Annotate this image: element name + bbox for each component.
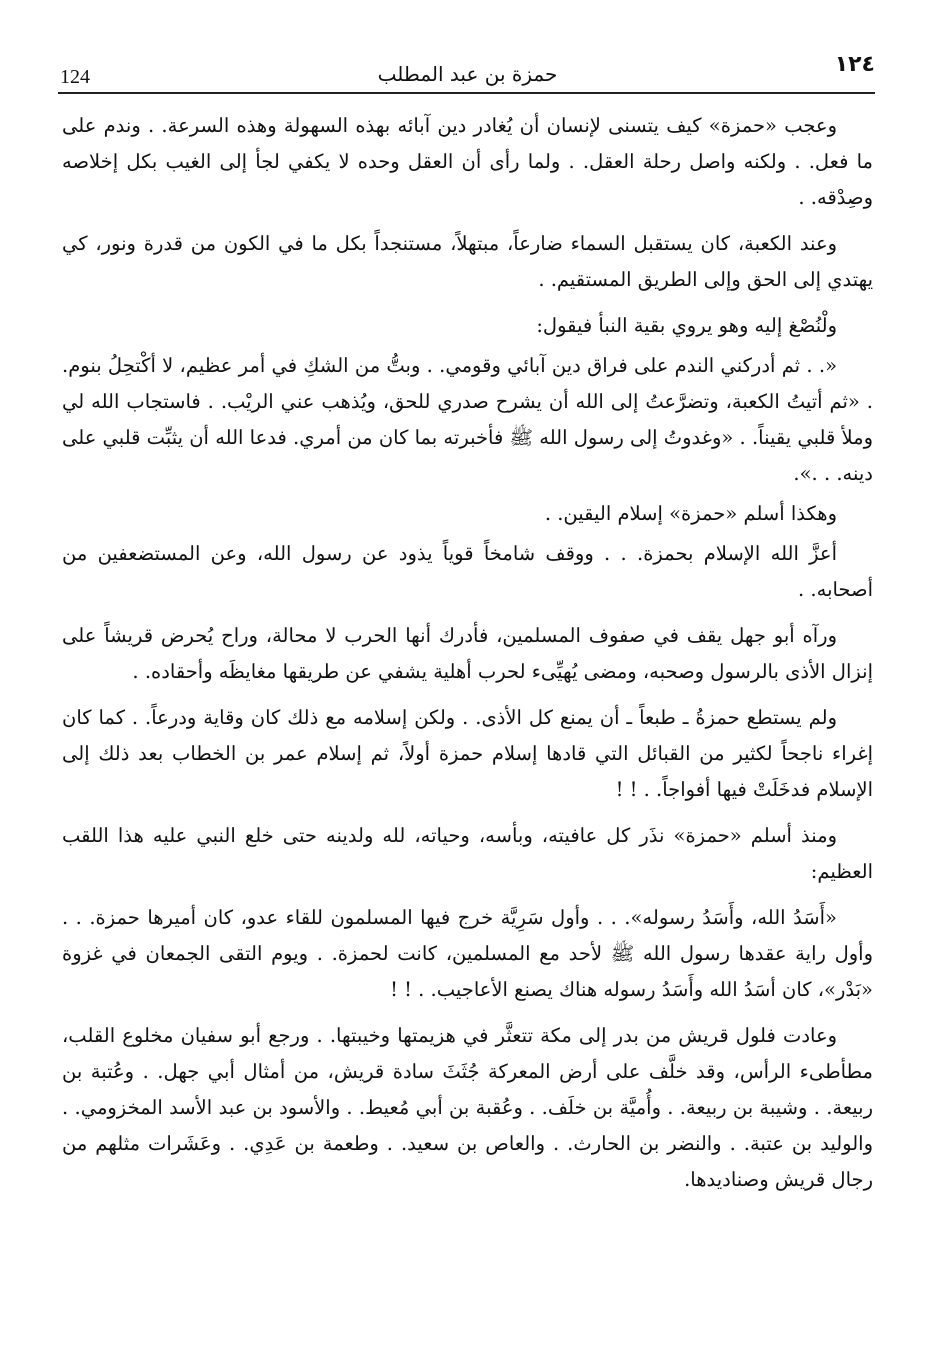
quoted-paragraph: «. . ثم أدركني الندم على فراق دين آبائي وقومي. . وبتُّ من الشكِ في أمر عظيم، لا أكْتحِلُ بنوم. . «ثم أتيتُ الكعبة، وتضرَّعتُ إلى الله أن يشرح صدري للحق، ويُذهب عني الريْب. . فاستجاب الله لي وملأ قلبي يقيناً. . «وغدوتُ إلى رسول الله ﷺ فأخبرته بما كان من أمري. فدعا الله أن يثبِّت قلبي على دينه. . .». (62, 354, 873, 485)
page-header (60, 48, 875, 90)
running-title: حمزة بن عبد المطلب (377, 62, 558, 86)
paragraph: أعزَّ الله الإسلام بحمزة. . . ووقف شامخاً قوياً يذود عن رسول الله، وعن المستضعفين من أصحابه. . (62, 542, 873, 601)
page-body (62, 108, 873, 1314)
header-rule (58, 92, 875, 94)
page-number-arabic: ١٢٤ (834, 52, 875, 77)
paragraph: ومنذ أسلم «حمزة» نذَر كل عافيته، وبأسه، وحياته، لله ولدينه حتى خلع النبي عليه هذا اللقب العظيم: (62, 824, 873, 883)
paragraph: وهكذا أسلم «حمزة» إسلام اليقين. . (544, 502, 837, 525)
page-number-latin: 124 (60, 66, 90, 88)
paragraph: «أَسَدُ الله، وأَسَدُ رسوله». . . وأول سَرِيَّة خرج فيها المسلمون للقاء عدو، كان أميرها حمزة. . . وأول راية عقدها رسول الله ﷺ لأحد مع المسلمين، كانت لحمزة. . ويوم التقى الجمعان في غزوة «بَدْر»، كان أسَدُ الله وأَسَدُ رسوله هناك يصنع الأعاجيب. . ! ! (62, 906, 873, 1001)
paragraph: ولْنُصْغ إليه وهو يروي بقية النبأ فيقول: (536, 314, 837, 337)
paragraph: ورآه أبو جهل يقف في صفوف المسلمين، فأدرك أنها الحرب لا محالة، وراح يُحرض قريشاً على إنزال الأذى بالرسول وصحبه، ومضى يُهيِّىء لحرب أهلية يشفي عن طريقها مغايظَه وأحقاده. . (62, 624, 873, 683)
paragraph: ولم يستطع حمزةُ ـ طبعاً ـ أن يمنع كل الأذى. . ولكن إسلامه مع ذلك كان وقاية ودرعاً. . كما كان إغراء ناجحاً لكثير من القبائل التي قادها إسلام حمزة أولاً، ثم إسلام عمر بن الخطاب بعد ذلك إلى الإسلام فدخَلَتْ فيها أفواجاً. . ! ! (62, 706, 873, 801)
paragraph: وعند الكعبة، كان يستقبل السماء ضارعاً، مبتهلاً، مستنجداً بكل ما في الكون من قدرة ونور، كي يهتدي إلى الحق وإلى الطريق المستقيم. . (62, 232, 873, 291)
paragraph: وعجب «حمزة» كيف يتسنى لإنسان أن يُغادر دين آبائه بهذه السهولة وهذه السرعة. . وندم على ما فعل. . ولكنه واصل رحلة العقل. . ولما رأى أن العقل وحده لا يكفي لجأ إلى الغيب بكل إخلاصه وصِدْقه. . (62, 114, 873, 209)
paragraph: وعادت فلول قريش من بدر إلى مكة تتعثَّر في هزيمتها وخيبتها. . ورجع أبو سفيان مخلوع القلب، مطأطىء الرأس، وقد خلَّف على أرض المعركة جُثَثَ سادة قريش، من أمثال أبي جهل. . وعُتبة بن ربيعة. . وشيبة بن ربيعة. . وأُميَّة بن خلَف. . وعُقبة بن أبي مُعيط. . والأسود بن عبد الأسد المخزومي. . والوليد بن عتبة. . والنضر بن الحارث. . والعاص بن سعيد. . وطعمة بن عَدِي. . وعَشَرات مثلهم من رجال قريش وصناديدها. (62, 1024, 873, 1191)
